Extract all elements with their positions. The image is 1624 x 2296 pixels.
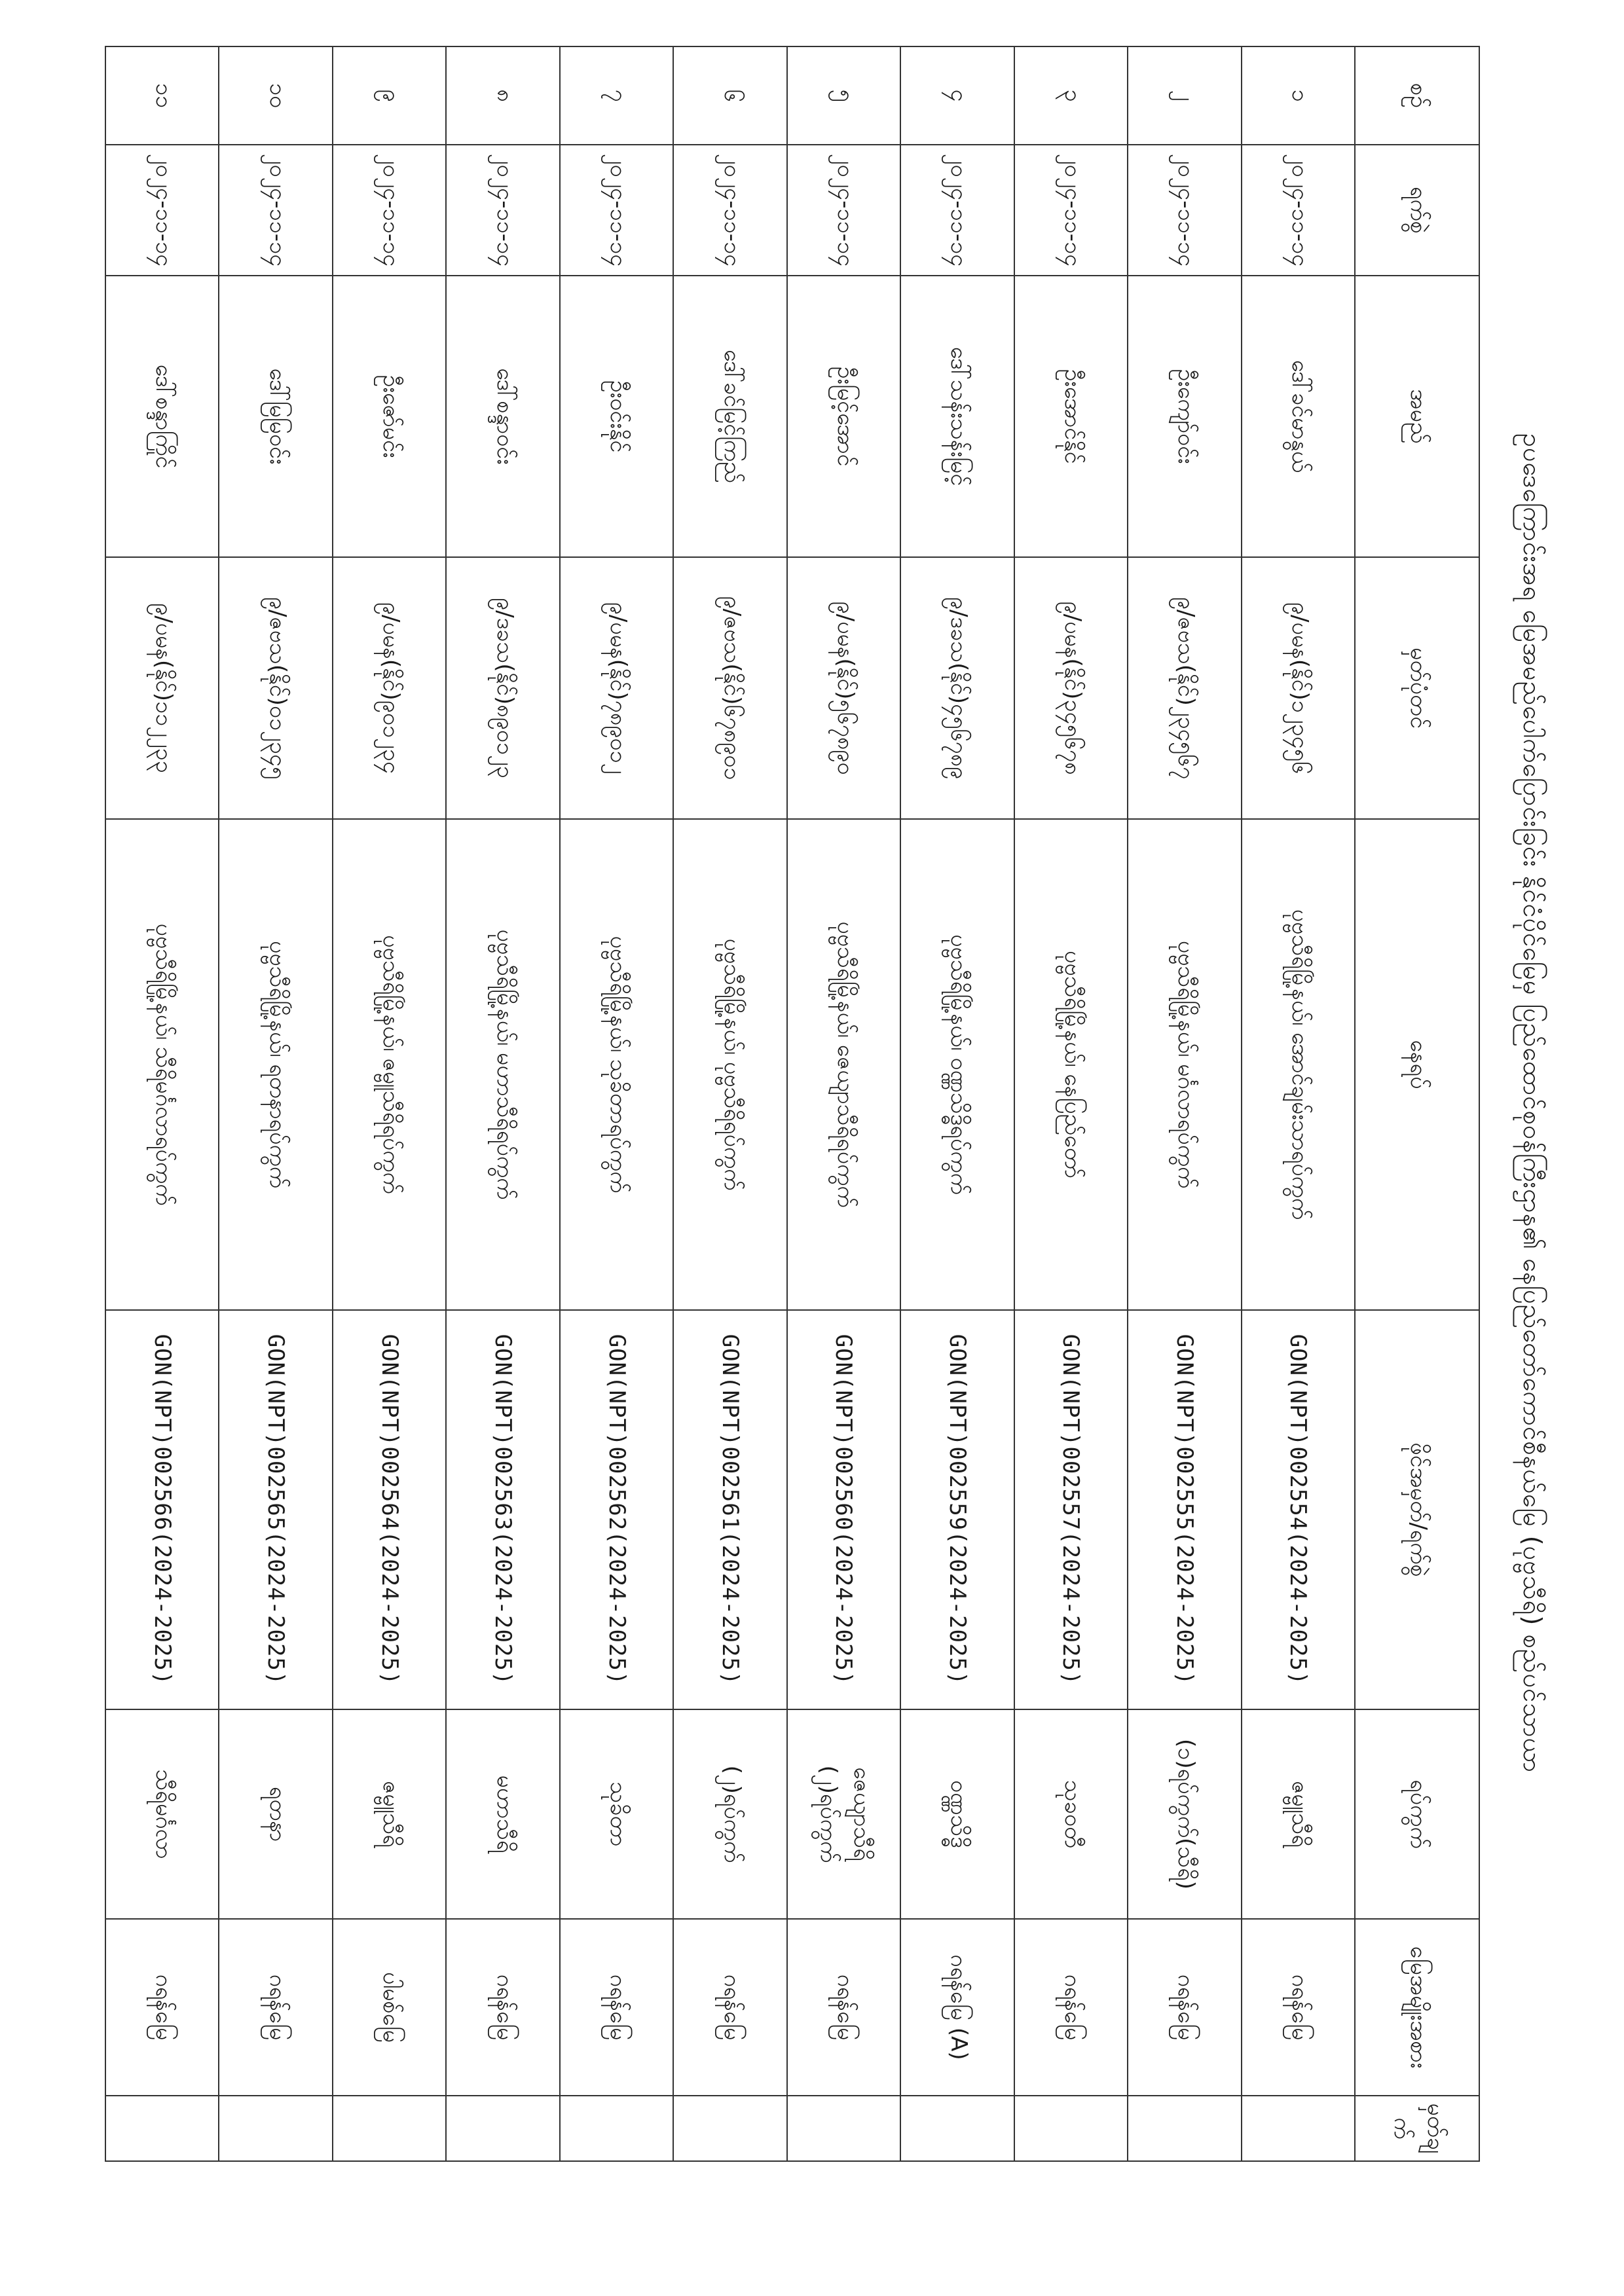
cell-remark (105, 2096, 219, 2161)
cell-nrc: ၉/ပမန(နိုင်)၃၄၅၆၇၈ (1014, 557, 1128, 819)
cell-no: ၈ (446, 46, 559, 145)
cell-name: ဒေါ်စန္ဒာဝင်း (446, 276, 559, 557)
cell-ward: ဇမ္ဗူသီရိ (1242, 1709, 1355, 1919)
cell-ward: သုခဝတီ (1014, 1709, 1128, 1919)
cell-no: ၆ (673, 46, 786, 145)
cell-no: ၇ (560, 46, 673, 145)
cell-file: GON(NPT)002559(2024-2025) (900, 1310, 1014, 1709)
cell-type: ဂရန်မြေ (446, 1919, 559, 2096)
cell-ward: ဇမ္ဗူသီရိ (333, 1709, 446, 1919)
cell-remark (446, 2096, 559, 2161)
cell-ward: (၁)ရပ်ကွက်(သီရိ) (1128, 1709, 1241, 1919)
cell-date: ၂၀၂၄-၁၁-၁၄ (1014, 145, 1128, 276)
cell-file: GON(NPT)002565(2024-2025) (219, 1310, 332, 1709)
cell-name: ဒေါ်ခင်မာနွယ် (1242, 276, 1355, 557)
cell-no: ၁၀ (219, 46, 332, 145)
cell-type: ဂရန်မြေ (787, 1919, 900, 2096)
cell-address: ပုဗ္ဗသီရိမြို့နယ်၊ သီရိမင်္ဂလာရပ်ကွက် (105, 819, 219, 1310)
cell-no: ၅ (787, 46, 900, 145)
cell-address: ပုဗ္ဗသီရိမြို့နယ်၊ မင်္ဂလာရပ်ကွက် (1128, 819, 1241, 1310)
table-row (333, 46, 446, 2161)
cell-nrc: ၉/ဇဗသ(နိုင်)၆၇၈၉၀၁ (673, 557, 786, 819)
cell-address: ပုဗ္ဗသီရိမြို့နယ်၊ ဝဏ္ဏသိဒ္ဓိရပ်ကွက် (900, 819, 1014, 1310)
cell-nrc: ၉/ဇဗသ(နိုင်)၂၃၄၅၆၇ (1128, 557, 1241, 819)
header-remark: မှတ်ချက် (1355, 2096, 1479, 2161)
cell-remark (1014, 2096, 1128, 2161)
cell-type: ဂရန်မြေ (1128, 1919, 1241, 2096)
cell-type: ဂရန်မြေ (219, 1919, 332, 2096)
cell-type: ဂရန်မြေ (673, 1919, 786, 2096)
cell-file: GON(NPT)002563(2024-2025) (446, 1310, 559, 1709)
cell-date: ၂၀၂၄-၁၁-၁၄ (673, 145, 786, 276)
cell-ward: သီရိမင်္ဂလာ (105, 1709, 219, 1919)
cell-file: GON(NPT)002566(2024-2025) (105, 1310, 219, 1709)
cell-remark (219, 2096, 332, 2161)
cell-no: ၉ (333, 46, 446, 145)
cell-remark (560, 2096, 673, 2161)
cell-file: GON(NPT)002554(2024-2025) (1242, 1310, 1355, 1709)
header-type: မြေအမျိုးအစား (1355, 1919, 1479, 2096)
cell-name: ဒေါ်မြမြဝင်း (219, 276, 332, 557)
cell-address: ပုဗ္ဗသီရိမြို့နယ်၊ ရတနာရပ်ကွက် (219, 819, 332, 1310)
cell-nrc: ၉/ဒခသ(နိုင်)၄၅၆၇၈၉ (900, 557, 1014, 819)
cell-name: ဒေါ်ခင်မြင့်ကြည် (673, 276, 786, 557)
cell-date: ၂၀၂၄-၁၁-၁၄ (1128, 145, 1241, 276)
cell-ward: သုခိတာ (560, 1709, 673, 1919)
cell-remark (1128, 2096, 1241, 2161)
cell-file: GON(NPT)002561(2024-2025) (673, 1310, 786, 1709)
cell-ward: ရတနာ (219, 1709, 332, 1919)
cell-address: ပုဗ္ဗသီရိမြို့နယ်၊ ဇမ္ဗူသီရိရပ်ကွက် (333, 819, 446, 1310)
cell-name: ဒေါ်စန္ဒာကြိုင် (105, 276, 219, 557)
table-row (1128, 46, 1241, 2161)
cell-file: GON(NPT)002564(2024-2025) (333, 1310, 446, 1709)
cell-date: ၂၀၂၄-၁၁-၁၄ (787, 145, 900, 276)
table-row (787, 46, 900, 2161)
header-ward: ရပ်ကွက် (1355, 1709, 1479, 1919)
header-date: ရက်စွဲ (1355, 145, 1479, 276)
cell-no: ၁၁ (105, 46, 219, 145)
cell-name: ဦးအောင်နိုင် (1014, 276, 1128, 557)
cell-nrc: ၉/ဇဗသ(နိုင်)၀၁၂၃၄၅ (219, 557, 332, 819)
cell-nrc: ၉/ဒခသ(နိုင်)၈၉၀၁၂၃ (446, 557, 559, 819)
header-name: အမည် (1355, 276, 1479, 557)
cell-remark (900, 2096, 1014, 2161)
cell-remark (1242, 2096, 1355, 2161)
cell-no: ၃ (1014, 46, 1128, 145)
cell-address: ပုဗ္ဗသီရိမြို့နယ်၊ သုခိတာရပ်ကွက် (560, 819, 673, 1310)
cell-ward: ဝဏ္ဏသိဒ္ဓိ (900, 1709, 1014, 1919)
table-body (105, 46, 1355, 2161)
table-row (900, 46, 1014, 2161)
cell-type: ပါမစ်မြေ (333, 1919, 446, 2096)
table-row (446, 46, 559, 2161)
cell-file: GON(NPT)002557(2024-2025) (1014, 1310, 1128, 1709)
cell-type: ဂရန်မြေ (1014, 1919, 1128, 2096)
cell-name: ဦးဝင်းနိုင် (560, 276, 673, 557)
cell-date: ၂၀၂၄-၁၁-၁၄ (105, 145, 219, 276)
cell-nrc: ၉/ပမန(နိုင်)၅၆၇၈၉၀ (787, 557, 900, 819)
table-row (105, 46, 219, 2161)
cell-name: ဒေါ်သန်းသန်းမြင့် (900, 276, 1014, 557)
table-row (1242, 46, 1355, 2161)
cell-ward: (၂)ရပ်ကွက် (673, 1709, 786, 1919)
cell-file: GON(NPT)002560(2024-2025) (787, 1310, 900, 1709)
cell-address: ပုဗ္ဗသီရိမြို့နယ်၊ ပုဗ္ဗသီရိရပ်ကွက် (673, 819, 786, 1310)
header-address: နေရပ် (1355, 819, 1479, 1310)
cell-remark (787, 2096, 900, 2161)
table-row (219, 46, 332, 2161)
cell-remark (673, 2096, 786, 2161)
table-row (1014, 46, 1128, 2161)
cell-nrc: ၉/ပမန(နိုင်)၉၀၁၂၃၄ (333, 557, 446, 819)
cell-file: GON(NPT)002562(2024-2025) (560, 1310, 673, 1709)
header-no: စဉ် (1355, 46, 1479, 145)
table-row (673, 46, 786, 2161)
cell-address: ပုဗ္ဗသီရိမြို့နယ်၊ ဇေယျာသီရိရပ်ကွက် (787, 819, 900, 1310)
cell-name: ဦးမြင့်အောင် (787, 276, 900, 557)
header-file: ဖိုင်အမှတ်/ရက်စွဲ (1355, 1310, 1479, 1709)
cell-date: ၂၀၂၄-၁၁-၁၄ (333, 145, 446, 276)
table-row (560, 46, 673, 2161)
cell-address: ပုဗ္ဗသီရိမြို့နယ်၊ မဟာသီရိရပ်ကွက် (446, 819, 559, 1310)
cell-remark (333, 2096, 446, 2161)
cell-no: ၄ (900, 46, 1014, 145)
rotated-table-sheet (72, 46, 1565, 2160)
cell-no: ၁ (1242, 46, 1355, 145)
cell-name: ဦးဇော်မင်း (333, 276, 446, 557)
cell-ward: ဇေယျာသီရိ (၂)ရပ်ကွက် (787, 1709, 900, 1919)
cell-file: GON(NPT)002555(2024-2025) (1128, 1310, 1241, 1709)
cell-date: ၂၀၂၄-၁၁-၁၄ (560, 145, 673, 276)
cell-type: ဂရန်မြေ (1242, 1919, 1355, 2096)
cell-nrc: ၉/ပမန(နိုင်)၁၂၃၄၅၆ (1242, 557, 1355, 819)
cell-date: ၂၀၂၄-၁၁-၁၄ (219, 145, 332, 276)
cell-address: ပုဗ္ဗသီရိမြို့နယ်၊ အောင်ချမ်းသာရပ်ကွက် (1242, 819, 1355, 1310)
cell-type: ဂရန်မြေ (560, 1919, 673, 2096)
cell-nrc: ၉/ပမန(နိုင်)၁၁၂၂၃၃ (105, 557, 219, 819)
cell-nrc: ၉/ပမန(နိုင်)၇၈၉၀၁၂ (560, 557, 673, 819)
cell-date: ၂၀၂၄-၁၁-၁၄ (900, 145, 1014, 276)
document-title: ဥပဒေကြောင်းအရ မြေအမည်ပေါက်ပြောင်းခြင်း နိုင်ငံပိုင်မြေမှ ပြည်ထောင်စုဝန်ကြီးဌာန၏ နေပြည်တော်ကောင်စီနယ်မြေ (ပုဗ္ဗသီရိ) စည်ပင်သာယာ (1518, 433, 1547, 1774)
cell-no: ၂ (1128, 46, 1241, 145)
table-header-row (1355, 46, 1479, 2161)
cell-date: ၂၀၂၄-၁၁-၁၄ (446, 145, 559, 276)
cell-name: ဦးကျော်ဝင်း (1128, 276, 1241, 557)
header-nrc: မှတ်ပုံတင် (1355, 557, 1479, 819)
cell-ward: မဟာသီရိ (446, 1709, 559, 1919)
notice-table (105, 46, 1480, 2162)
cell-type: ဂရန်မြေ (A) (900, 1919, 1014, 2096)
cell-address: ပုဗ္ဗသီရိမြို့နယ်၊ နေပြည်တော် (1014, 819, 1128, 1310)
cell-date: ၂၀၂၄-၁၁-၁၄ (1242, 145, 1355, 276)
cell-type: ဂရန်မြေ (105, 1919, 219, 2096)
